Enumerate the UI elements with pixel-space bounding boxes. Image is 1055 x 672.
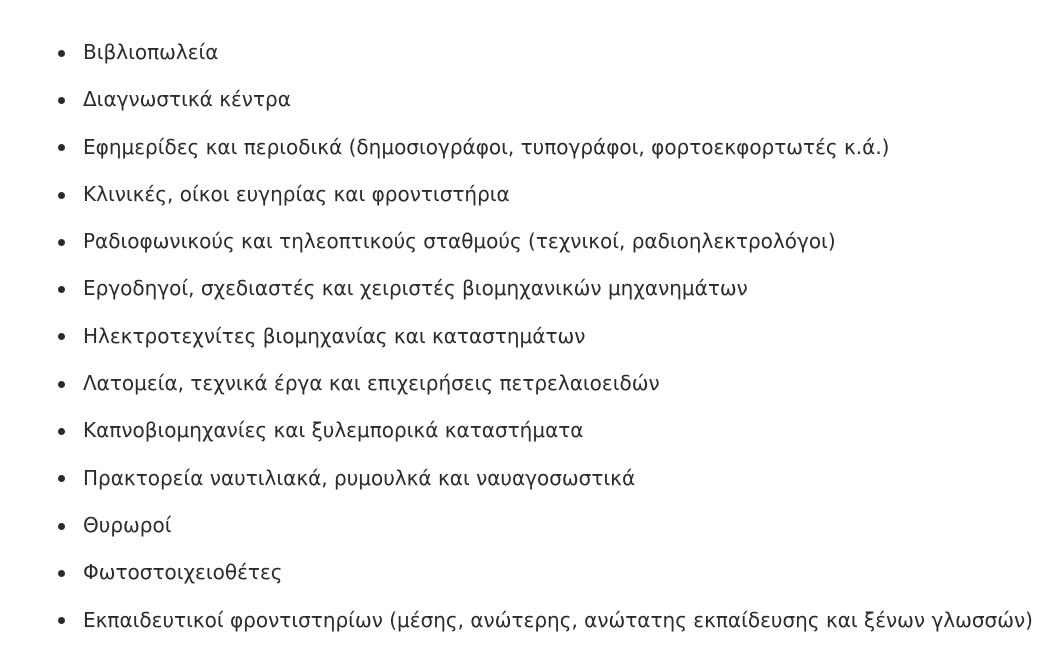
bullet-icon <box>58 50 65 57</box>
bullet-list <box>0 29 1055 644</box>
bullet-icon <box>58 428 65 435</box>
list-item <box>0 313 1055 360</box>
list-item-label: Διαγνωστικά κέντρα <box>83 87 291 112</box>
bullet-icon <box>58 475 65 482</box>
bullet-icon <box>58 381 65 388</box>
list-item <box>0 265 1055 312</box>
list-item <box>0 407 1055 454</box>
list-item <box>0 76 1055 123</box>
list-item-label: Εκπαιδευτικοί φροντιστηρίων (μέσης, ανώτερης, ανώτατης εκπαίδευσης και ξένων γλωσσών) <box>83 607 1033 632</box>
list-item <box>0 218 1055 265</box>
bullet-icon <box>58 523 65 530</box>
list-item <box>0 597 1055 644</box>
bullet-icon <box>58 192 65 199</box>
list-item-label: Καπνοβιομηχανίες και ξυλεμπορικά καταστήματα <box>83 418 584 443</box>
list-item-label: Πρακτορεία ναυτιλιακά, ρυμουλκά και ναυαγοσωστικά <box>83 465 636 490</box>
list-item <box>0 502 1055 549</box>
list-item <box>0 360 1055 407</box>
list-item-label: Κλινικές, οίκοι ευγηρίας και φροντιστήρια <box>83 181 510 206</box>
list-item-label: Βιβλιοπωλεία <box>83 40 219 64</box>
bullet-icon <box>58 570 65 577</box>
list-item <box>0 29 1055 76</box>
bullet-icon <box>58 333 65 340</box>
list-item-label: Εργοδηγοί, σχεδιαστές και χειριστές βιομηχανικών μηχανημάτων <box>83 276 748 301</box>
list-item-label: Εφημερίδες και περιοδικά (δημοσιογράφοι, τυπογράφοι, φορτοεκφορτωτές κ.ά.) <box>83 134 890 159</box>
list-item-label: Ηλεκτροτεχνίτες βιομηχανίας και καταστημάτων <box>83 323 586 348</box>
list-item <box>0 124 1055 171</box>
list-item <box>0 455 1055 502</box>
list-item-label: Ραδιοφωνικούς και τηλεοπτικούς σταθμούς (τεχνικοί, ραδιοηλεκτρολόγοι) <box>83 229 836 254</box>
bullet-icon <box>58 239 65 246</box>
bullet-icon <box>58 97 65 104</box>
list-item-label: Θυρωροί <box>83 512 172 537</box>
bullet-icon <box>58 286 65 293</box>
list-item <box>0 171 1055 218</box>
list-item-label: Λατομεία, τεχνικά έργα και επιχειρήσεις πετρελαιοειδών <box>83 371 660 396</box>
list-item-label: Φωτοστοιχειοθέτες <box>83 560 283 585</box>
list-item <box>0 549 1055 596</box>
bullet-icon <box>58 617 65 624</box>
bullet-icon <box>58 144 65 151</box>
